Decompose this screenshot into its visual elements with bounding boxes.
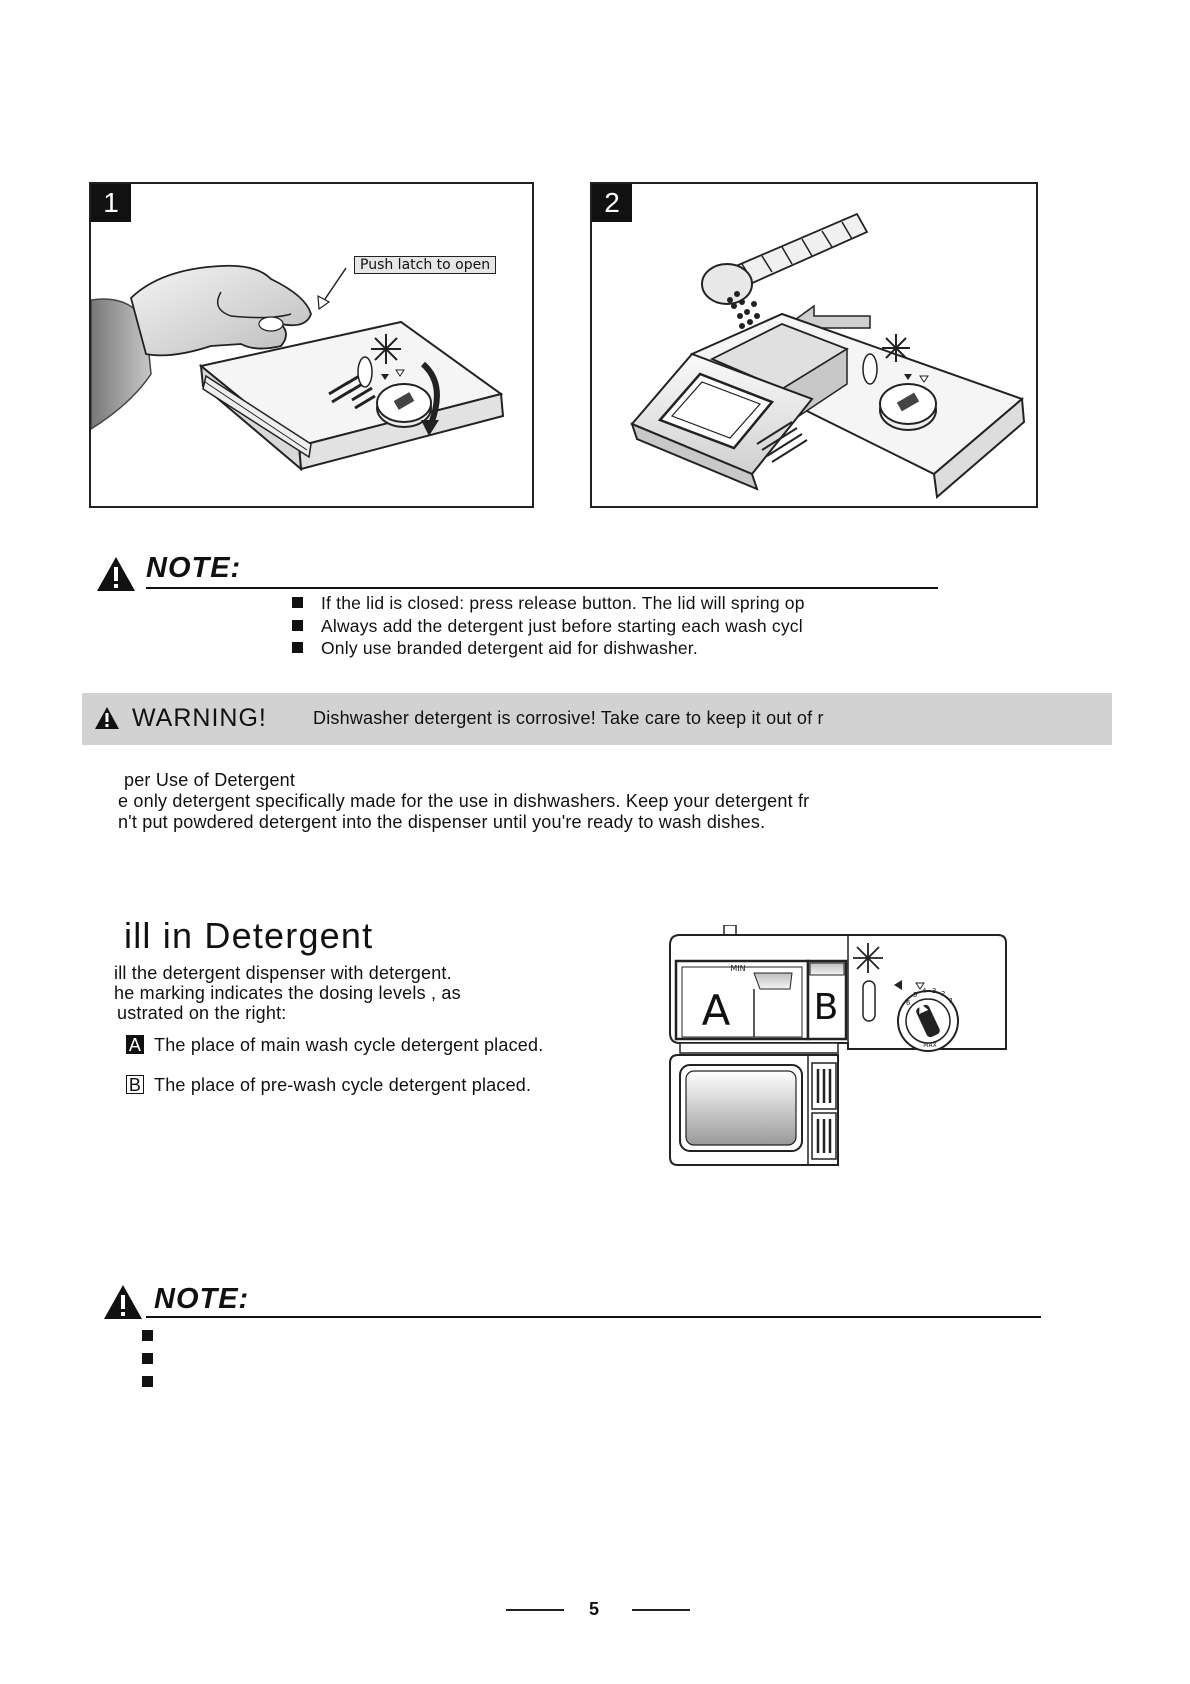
- figure-1: [89, 182, 534, 508]
- note1-item-text: Only use branded detergent aid for dishwasher.: [321, 638, 698, 658]
- fill-heading: ill in Detergent: [124, 915, 374, 956]
- dispenser-hand-illustration: [91, 184, 532, 506]
- note2-title: NOTE:: [154, 1283, 250, 1315]
- svg-text:2: 2: [941, 990, 946, 998]
- figure-2-number: 2: [592, 184, 632, 222]
- svg-text:4: 4: [922, 987, 927, 995]
- compartment-a-label: A: [701, 986, 731, 1035]
- fill-line: he marking indicates the dosing levels , as: [114, 983, 461, 1003]
- note1-rule: [146, 587, 938, 589]
- note1-item: [292, 637, 698, 659]
- figure-1-number: 1: [91, 184, 131, 222]
- note1-item-text: If the lid is closed: press release button. The lid will spring op: [321, 593, 805, 613]
- fill-item-b-text: The place of pre-wash cycle detergent placed.: [154, 1075, 532, 1095]
- proper-use-line: e only detergent specifically made for the use in dishwashers. Keep your detergent fr: [118, 791, 810, 811]
- warning-icon: [94, 706, 120, 730]
- page-number: 5: [589, 1599, 600, 1619]
- bullet-square: [292, 597, 303, 608]
- proper-use-line: n't put powdered detergent into the dispenser until you're ready to wash dishes.: [118, 812, 766, 832]
- fill-line: ustrated on the right:: [117, 1003, 287, 1023]
- svg-text:5: 5: [913, 991, 918, 999]
- svg-text:3: 3: [932, 987, 937, 995]
- svg-text:1: 1: [949, 997, 954, 1005]
- warning-title: WARNING!: [132, 704, 267, 732]
- fill-line: ill the detergent dispenser with detergent.: [114, 963, 452, 983]
- bullet-square: [292, 620, 303, 631]
- compartment-b-label: B: [813, 987, 839, 1028]
- note2-bullet: [142, 1353, 153, 1364]
- dispenser-diagram: [668, 925, 1008, 1175]
- note1-item: [292, 592, 805, 614]
- note2-rule: [146, 1316, 1041, 1318]
- note1-item-text: Always add the detergent just before starting each wash cycl: [321, 616, 803, 636]
- page-number-rule-left: [506, 1609, 564, 1611]
- warning-text: Dishwasher detergent is corrosive! Take care to keep it out of r: [313, 708, 824, 728]
- max-label: MAX: [923, 1042, 937, 1049]
- push-latch-callout: Push latch to open: [354, 256, 496, 274]
- figure-2: [590, 182, 1038, 508]
- label-b-box: B: [126, 1075, 144, 1094]
- page-number-rule-right: [632, 1609, 690, 1611]
- label-a-box: A: [126, 1035, 144, 1054]
- fill-item-a: [126, 1035, 543, 1056]
- svg-text:6: 6: [906, 999, 911, 1007]
- warning-bar: [82, 693, 1112, 745]
- min-label: MIN: [730, 964, 746, 973]
- dispenser-scoop-illustration: [592, 184, 1036, 506]
- note2-bullet: [142, 1330, 153, 1341]
- note2-warning-icon: [102, 1283, 144, 1321]
- proper-use-heading: per Use of Detergent: [124, 770, 296, 790]
- fill-item-a-text: The place of main wash cycle detergent placed.: [154, 1035, 544, 1055]
- note1-title: NOTE:: [146, 552, 242, 584]
- note1-item: [292, 615, 803, 637]
- note1-warning-icon: [95, 555, 137, 593]
- note2-bullet: [142, 1376, 153, 1387]
- fill-item-b: [126, 1075, 531, 1096]
- bullet-square: [292, 642, 303, 653]
